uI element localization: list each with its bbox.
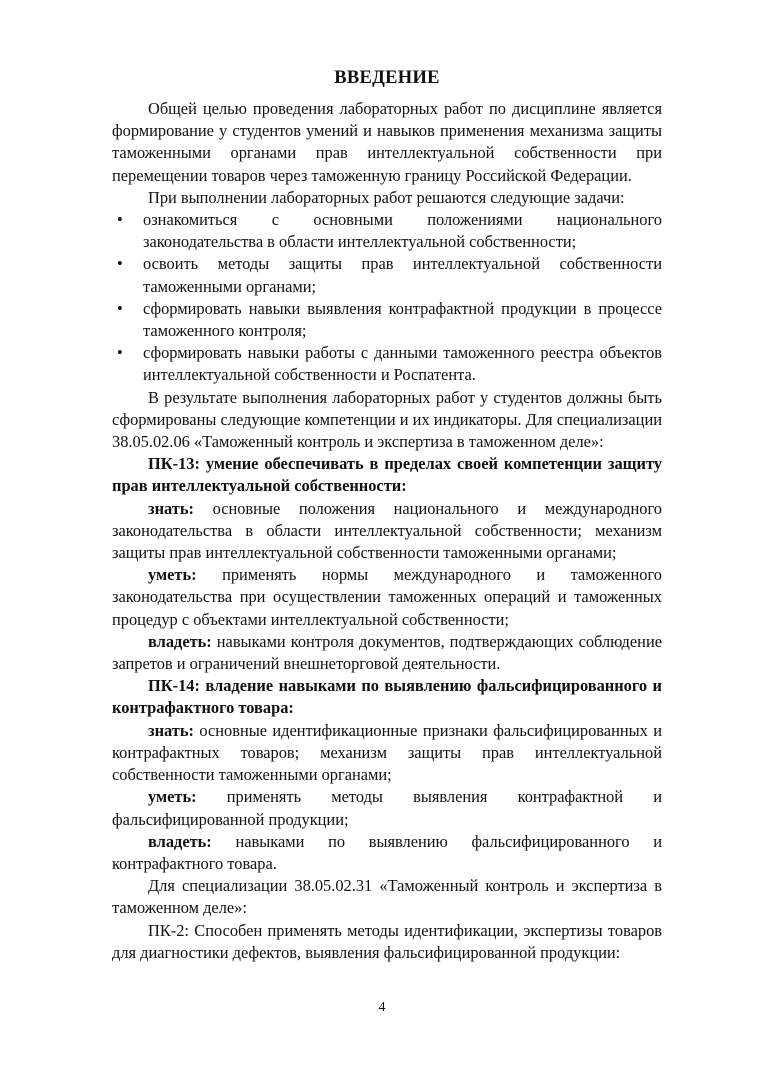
list-item [117, 209, 662, 253]
can-label: уметь: [148, 565, 197, 585]
pk13-can-paragraph [112, 564, 662, 631]
tasks-list [112, 209, 662, 387]
own-text: навыками контроля документов, подтверждающих соблюдение запретов и ограничений внешнеторговой деятельности. [112, 631, 662, 674]
intro-paragraph: Общей целью проведения лабораторных работ по дисциплине является формирование у студентов умений и навыков применения механизма защиты таможенными органами прав интеллектуальной собственности при перемещении товаров через таможенную границу Российской Федерации. [112, 99, 662, 185]
own-label: владеть: [148, 831, 212, 851]
bullet-icon: • [117, 343, 123, 363]
bullet-icon: • [117, 254, 123, 274]
list-item [117, 298, 662, 342]
competence-pk13-heading: ПК-13: умение обеспечивать в пределах своей компетенции защиту прав интеллектуальной собственности: [112, 454, 662, 496]
task-text: сформировать навыки работы с данными таможенного реестра объектов интеллектуальной собственности и Роспатента. [143, 343, 662, 385]
know-label: знать: [148, 720, 194, 740]
pk13-know-paragraph [112, 498, 662, 565]
know-label: знать: [148, 498, 194, 518]
bullet-icon: • [117, 298, 123, 318]
competence-pk2-paragraph: ПК-2: Способен применять методы идентификации, экспертизы товаров для диагностики дефектов, выявления фальсифицированной продукции: [112, 920, 662, 962]
results-paragraph: В результате выполнения лабораторных работ у студентов должны быть сформированы следующие компетенции и их индикаторы. Для специализации 38.05.02.06 «Таможенный контроль и экспертиза в таможенном деле»: [112, 387, 662, 452]
can-text: применять нормы международного и таможенного законодательства при осуществлении таможенных операций и таможенных процедур с объектами интеллектуальной собственности; [112, 565, 662, 629]
specialization-paragraph: Для специализации 38.05.02.31 «Таможенный контроль и экспертиза в таможенном деле»: [112, 876, 662, 918]
pk14-can-paragraph [112, 786, 662, 830]
page-number: 4 [378, 1000, 386, 1015]
pk14-own-paragraph [112, 831, 662, 875]
document-page [112, 66, 662, 964]
page-title: ВВЕДЕНИЕ [334, 68, 440, 88]
can-text: применять методы выявления контрафактной и фальсифицированной продукции; [112, 787, 662, 829]
bullet-icon: • [117, 210, 123, 230]
can-label: уметь: [148, 787, 197, 807]
task-text: сформировать навыки выявления контрафактной продукции в процессе таможенного контроля; [143, 298, 662, 341]
own-label: владеть: [148, 631, 212, 651]
tasks-intro-paragraph: При выполнении лабораторных работ решаются следующие задачи: [148, 187, 625, 207]
pk13-own-paragraph [112, 631, 662, 675]
know-text: основные положения национального и международного законодательства в области интеллектуальной собственности; механизм защиты прав интеллектуальной собственности таможенными органами; [112, 498, 662, 563]
list-item [117, 253, 662, 297]
pk14-know-paragraph [112, 720, 662, 787]
competence-pk14-heading: ПК-14: владение навыками по выявлению фальсифицированного и контрафактного товара: [112, 676, 662, 718]
know-text: основные идентификационные признаки фальсифицированных и контрафактных товаров; механизм защиты прав интеллектуальной собственности таможенными органами; [112, 720, 662, 785]
task-text: ознакомиться с основными положениями национального законодательства в области интеллектуальной собственности; [143, 210, 662, 252]
task-text: освоить методы защиты прав интеллектуальной собственности таможенными органами; [143, 254, 662, 296]
own-text: навыками по выявлению фальсифицированного и контрафактного товара. [112, 831, 662, 873]
list-item [117, 342, 662, 386]
